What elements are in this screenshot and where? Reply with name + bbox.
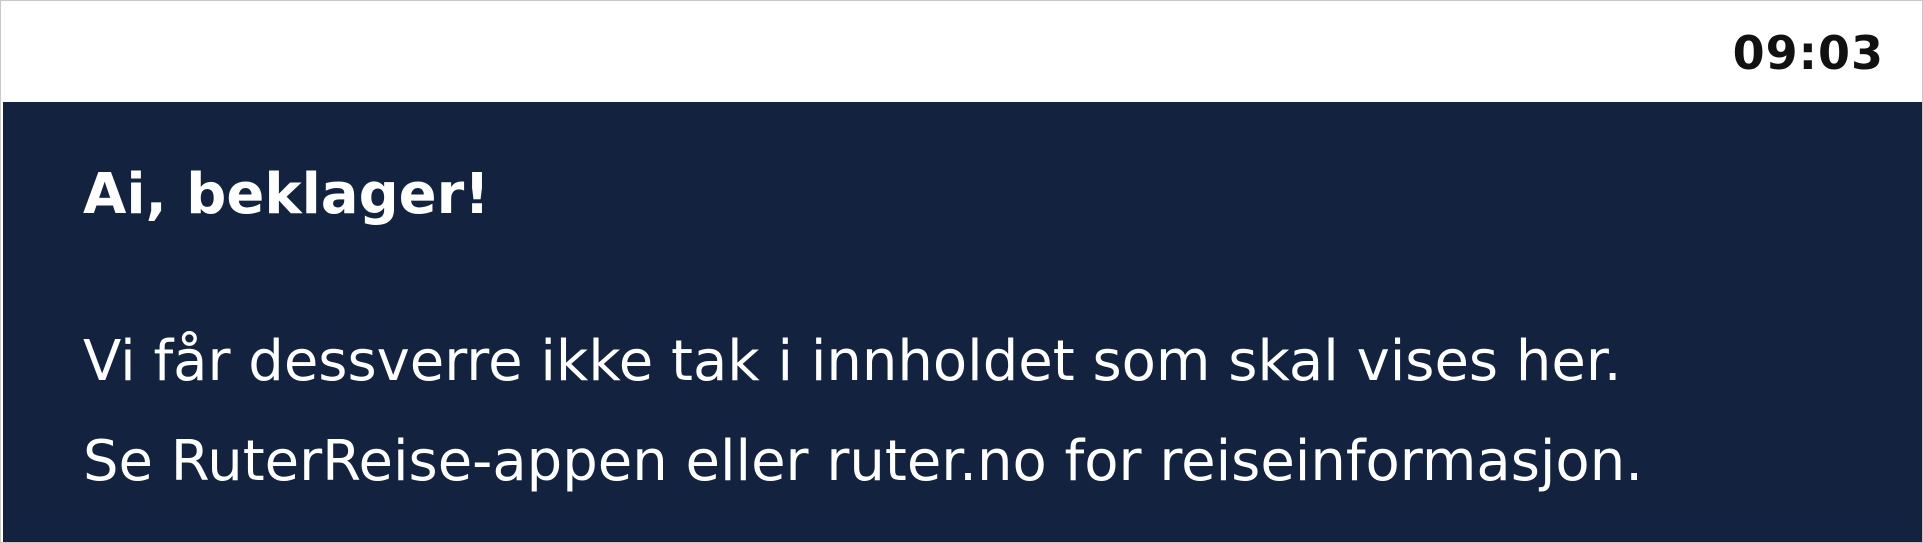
error-title: Ai, beklager! <box>83 162 490 227</box>
error-message-line-2: Se RuterReise-appen eller ruter.no for reiseinformasjon. <box>83 429 1643 494</box>
error-message <box>83 312 1643 512</box>
error-panel <box>3 102 1922 542</box>
clock-time: 09:03 <box>1732 26 1884 80</box>
top-bar <box>1 1 1922 101</box>
error-message-line-1: Vi får dessverre ikke tak i innholdet som skal vises her. <box>83 329 1622 394</box>
